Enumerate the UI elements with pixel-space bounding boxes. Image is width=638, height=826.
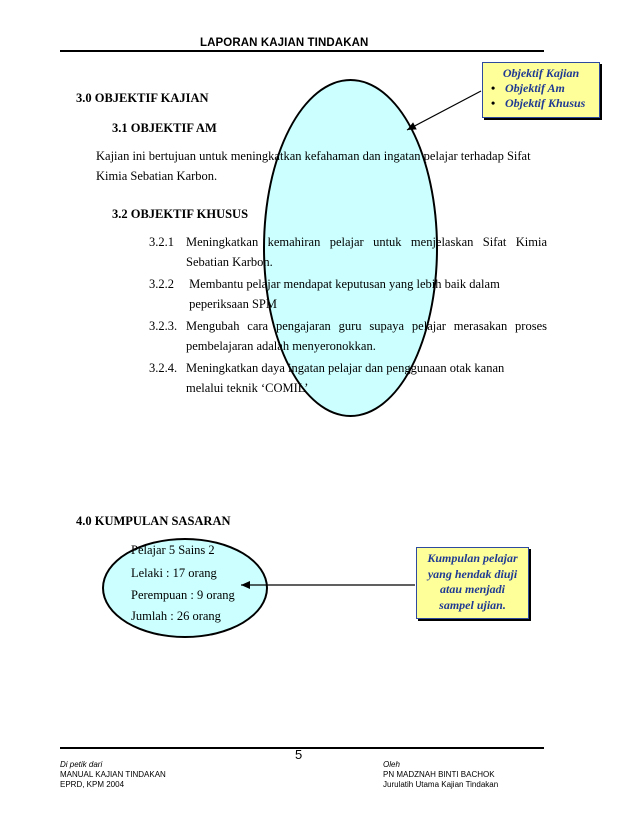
footer-source-title: MANUAL KAJIAN TINDAKAN — [60, 770, 166, 779]
target-line: Lelaki : 17 orang — [131, 566, 217, 580]
target-note-line: atau menjadi — [439, 582, 505, 596]
target-line: Pelajar 5 Sains 2 — [131, 543, 215, 557]
footer-author-name: PN MADZNAH BINTI BACHOK — [383, 770, 495, 779]
item-text-line2: Sebatian Karbon. — [186, 255, 273, 269]
footer-source-label: Di petik dari — [60, 760, 103, 769]
section-3-heading: 3.0 OBJEKTIF KAJIAN — [76, 91, 209, 105]
item-text-line1: Meningkatkan kemahiran pelajar untuk menjelaskan Sifat Kimia — [186, 235, 547, 249]
item-text-line1: Meningkatkan daya ingatan pelajar dan penggunaan otak kanan — [186, 361, 505, 375]
target-note-line: Kumpulan pelajar — [427, 551, 518, 565]
objective-note-item — [487, 81, 595, 96]
objective-note-item — [487, 96, 595, 111]
item-text-line1: Membantu pelajar mendapat keputusan yang lebih baik dalam — [186, 277, 500, 291]
item-text-line1: Mengubah cara pengajaran guru supaya pelajar merasakan proses — [186, 319, 547, 333]
item-text-line2: peperiksaan SPM — [186, 297, 277, 311]
objective-arrow — [407, 91, 481, 130]
item-text-line2: melalui teknik ‘COMIL’ — [186, 381, 309, 395]
section-3-1-heading: 3.1 OBJEKTIF AM — [112, 121, 217, 135]
item-text-line2: pembelajaran adalah menyeronokkan. — [186, 339, 376, 353]
target-note-line: yang hendak diuji — [427, 566, 518, 581]
footer-author-role: Jurulatih Utama Kajian Tindakan — [383, 780, 499, 789]
objective-note-box — [482, 62, 600, 118]
bullet-icon: • — [491, 81, 496, 95]
bullet-icon: • — [491, 96, 496, 110]
page-number: 5 — [295, 747, 303, 762]
section-4-heading: 4.0 KUMPULAN SASARAN — [76, 514, 231, 528]
footer-left — [60, 760, 166, 790]
objektif-am-line1: Kajian ini bertujuan untuk meningkatkan kefahaman dan ingatan pelajar terhadap Sifat — [96, 149, 531, 163]
objective-note-title: Objektif Kajian — [502, 66, 580, 80]
footer-source-org: EPRD, KPM 2004 — [60, 780, 125, 789]
objective-note-item-text: Objektif Khusus — [505, 96, 586, 110]
target-note-box — [416, 547, 529, 619]
item-number: 3.2.3. — [149, 319, 178, 333]
footer-author-label: Oleh — [383, 760, 400, 769]
section-3-2-heading: 3.2 OBJEKTIF KHUSUS — [112, 207, 249, 221]
page-header-title: LAPORAN KAJIAN TINDAKAN — [200, 37, 369, 49]
objective-note-item-text: Objektif Am — [505, 81, 565, 95]
target-line: Perempuan : 9 orang — [131, 588, 235, 602]
item-number: 3.2.2 — [149, 277, 174, 291]
item-number: 3.2.1 — [149, 235, 174, 249]
item-number: 3.2.4. — [149, 361, 178, 375]
target-note-line: sampel ujian. — [439, 597, 506, 612]
target-line: Jumlah : 26 orang — [131, 609, 221, 623]
objektif-am-line2: Kimia Sebatian Karbon. — [96, 169, 218, 183]
footer-right — [383, 760, 498, 790]
